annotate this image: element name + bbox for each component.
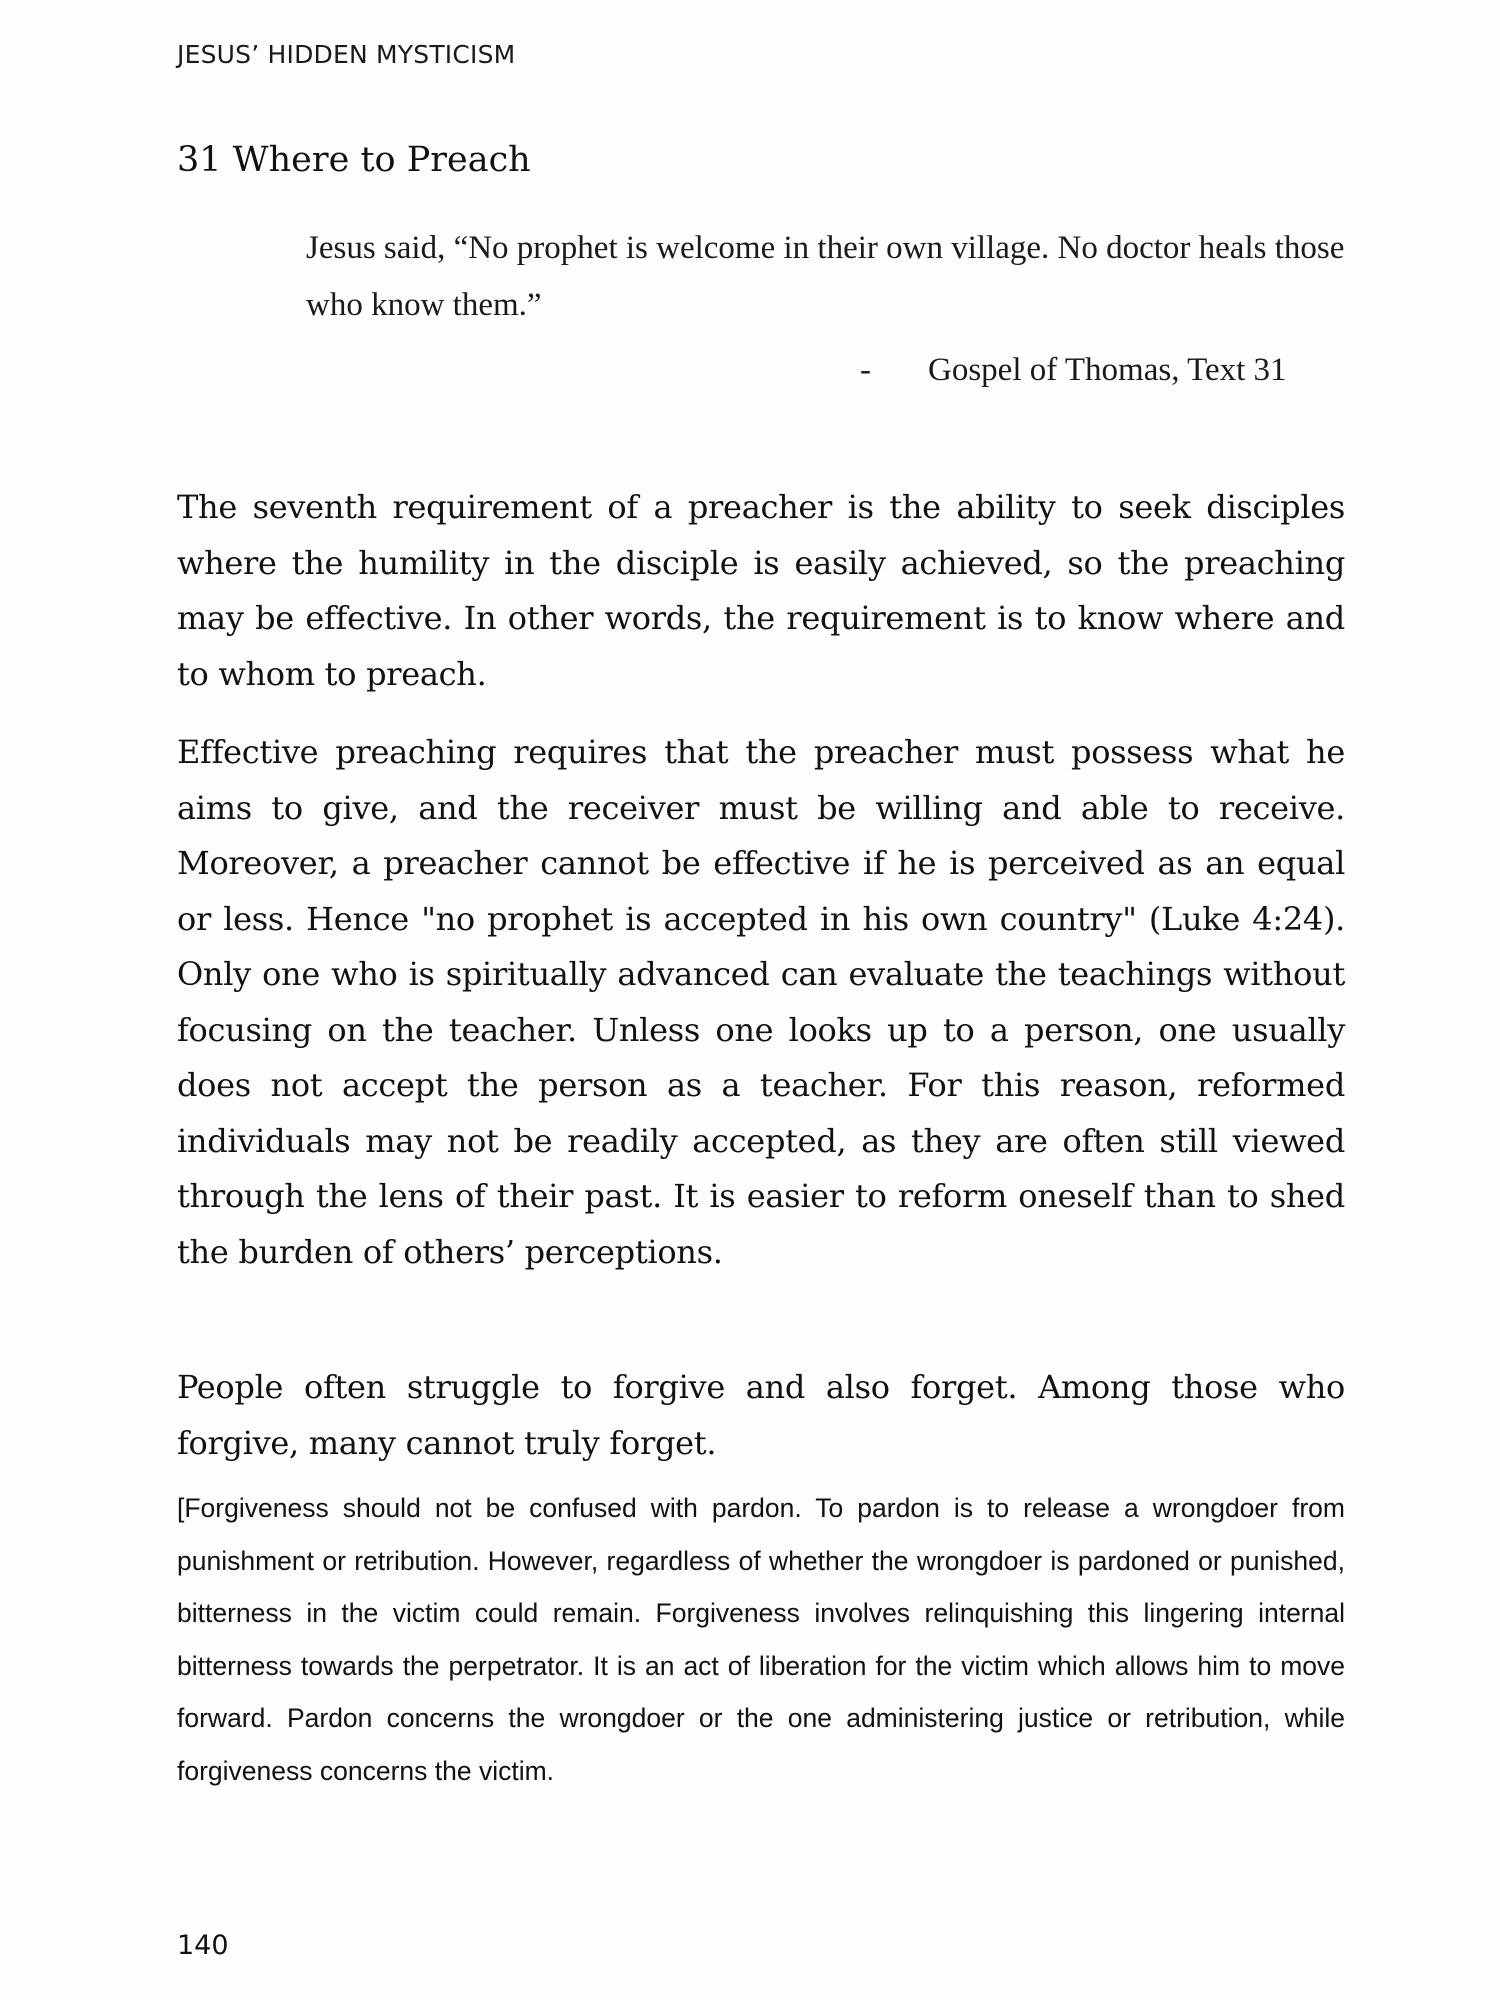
body-paragraph: People often struggle to forgive and also forget. Among those who forgive, many cannot truly forget. <box>177 1368 1345 1462</box>
section-title: 31 Where to Preach <box>177 140 531 180</box>
body-paragraph: Effective preaching requires that the preacher must possess what he aims to give, and the receiver must be willing and able to receive. Moreover, a preacher cannot be effective if he is perceived as an equal or less. Hence "no prophet is accepted in his own country" (Luke 4:24). Only one who is spiritually advanced can evaluate the teachings without focusing on the teacher. Unless one looks up to a person, one usually does not accept the person as a teacher. For this reason, reformed individuals may not be readily accepted, as they are often still viewed through the lens of their past. It is easier to reform oneself than to shed the burden of others’ perceptions. <box>177 733 1345 1271</box>
body-paragraph: The seventh requirement of a preacher is the ability to seek disciples where the humility in the disciple is easily achieved, so the preaching may be effective. In other words, the requirement is to know where and to whom to preach. <box>177 488 1345 693</box>
epigraph-quote: Jesus said, “No prophet is welcome in their own village. No doctor heals those who know them.” <box>306 230 1345 323</box>
running-head: JESUS’ HIDDEN MYSTICISM <box>177 40 516 69</box>
epigraph-citation <box>860 352 1360 389</box>
page-number: 140 <box>177 1930 229 1961</box>
citation-dash: - <box>860 352 871 388</box>
bracketed-note: [Forgiveness should not be confused with pardon. To pardon is to release a wrongdoer from punishment or retribution. However, regardless of whether the wrongdoer is pardoned or punished, bitterness in the victim could remain. Forgiveness involves relinquishing this lingering internal bitterness towards the perpetrator. It is an act of liberation for the victim which allows him to move forward. Pardon concerns the wrongdoer or the one administering justice or retribution, while forgiveness concerns the victim. <box>177 1493 1345 1786</box>
citation-source: Gospel of Thomas, Text 31 <box>928 352 1287 388</box>
